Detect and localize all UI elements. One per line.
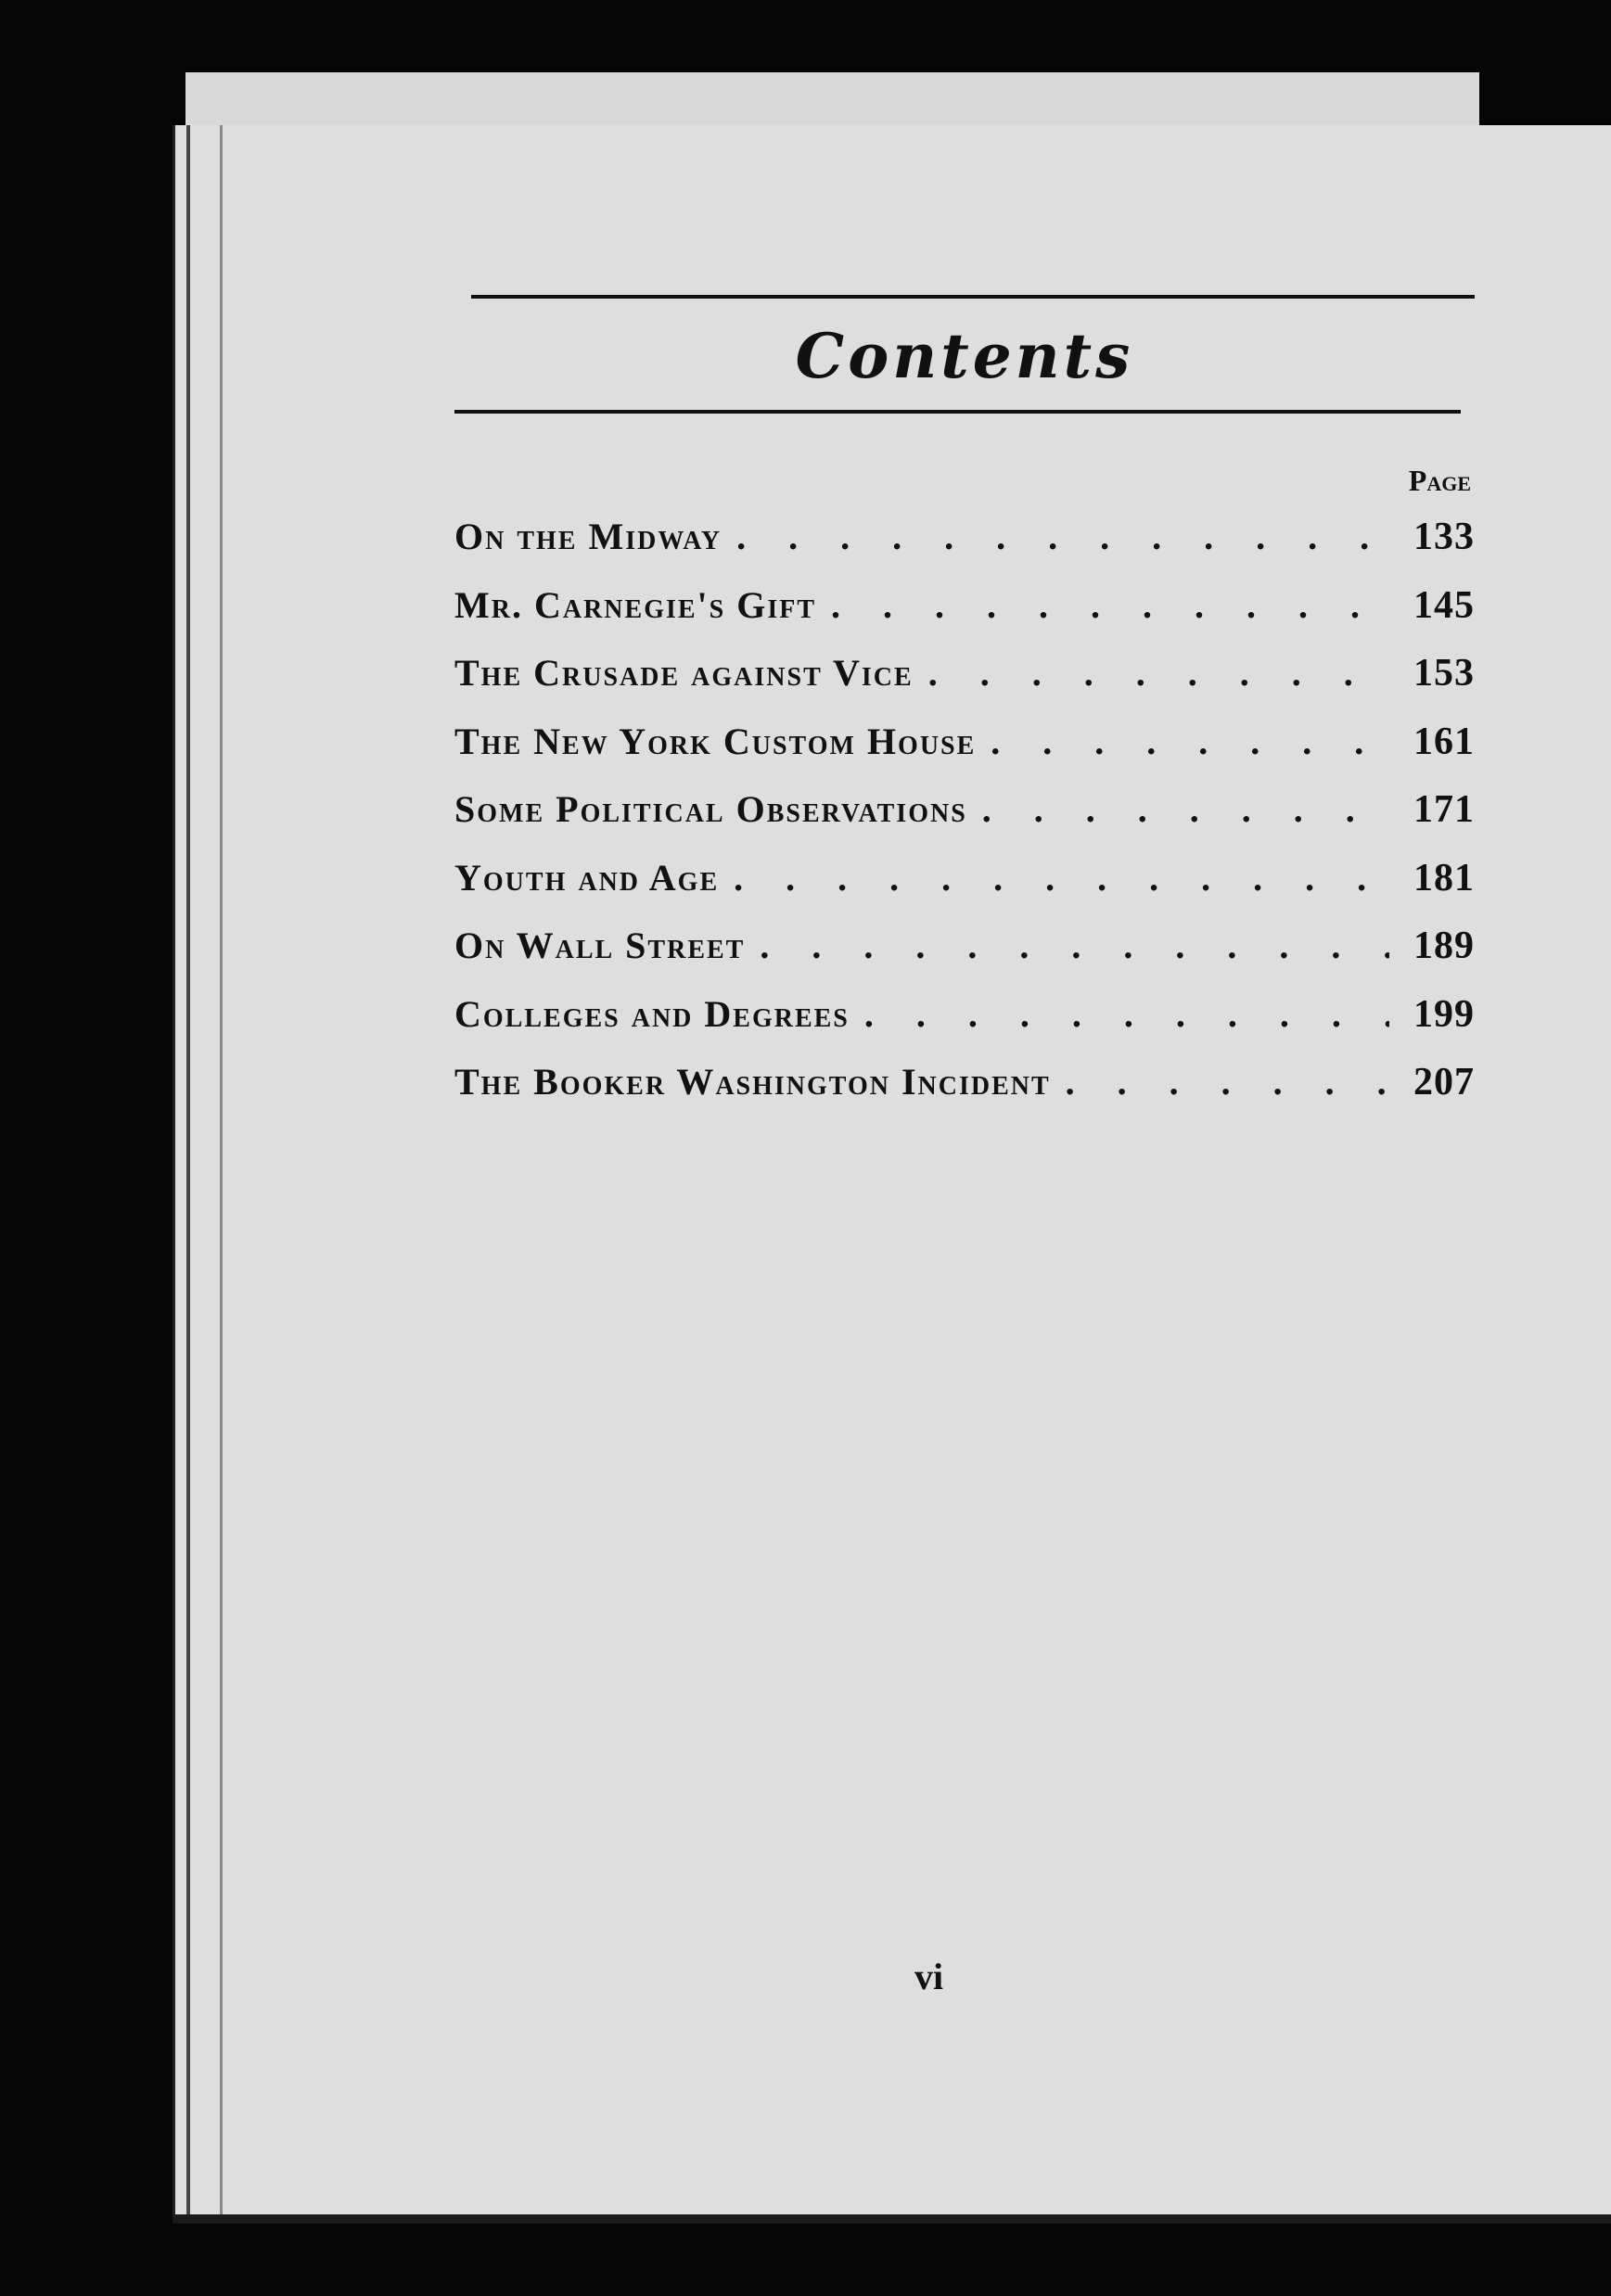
binding-edge [186,125,190,2216]
contents-entry[interactable] [454,924,1475,992]
entry-title: Some Political Observations [454,788,967,830]
entry-page-number: 145 [1413,583,1475,627]
entry-title: Colleges and Degrees [454,992,850,1035]
inner-margin-line [220,125,223,2216]
dot-leader [760,924,1389,967]
page-column-heading: Page [1408,464,1471,497]
entry-title: The Booker Washington Incident [454,1061,1051,1103]
contents-entry[interactable] [454,583,1475,652]
table-of-contents [454,295,1475,1129]
entry-title: Mr. Carnegie's Gift [454,583,817,626]
dot-leader [864,992,1389,1036]
contents-entry[interactable] [454,856,1475,925]
dot-leader [736,515,1389,558]
entry-page-number: 199 [1413,992,1475,1036]
dot-leader [982,787,1389,831]
contents-entry[interactable] [454,515,1475,583]
contents-entry[interactable] [454,992,1475,1061]
contents-entry[interactable] [454,720,1475,788]
contents-list [454,515,1475,1129]
paper-bottom-edge [173,2214,1611,2224]
entry-title: The Crusade against Vice [454,652,914,694]
entry-title: On the Midway [454,516,722,557]
page-title: Contents [795,320,1134,392]
entry-page-number: 207 [1413,1061,1475,1103]
entry-page-number: 161 [1413,720,1475,763]
entry-page-number: 189 [1413,925,1475,967]
entry-page-number: 133 [1413,516,1475,558]
entry-title: Youth and Age [454,856,720,899]
contents-entry[interactable] [454,1060,1475,1129]
dot-leader [734,856,1389,899]
title-rule-top [471,295,1475,299]
contents-entry[interactable] [454,651,1475,720]
entry-page-number: 171 [1413,788,1475,831]
dot-leader [928,651,1389,695]
entry-page-number: 181 [1413,856,1475,899]
entry-title: On Wall Street [454,925,746,966]
contents-entry[interactable] [454,787,1475,856]
dot-leader [831,583,1389,627]
dot-leader [1066,1060,1389,1103]
folio-page-number: vi [914,1956,944,1997]
title-rule-bottom [454,410,1461,414]
dot-leader [991,720,1389,763]
entry-title: The New York Custom House [454,720,977,762]
entry-page-number: 153 [1413,652,1475,695]
